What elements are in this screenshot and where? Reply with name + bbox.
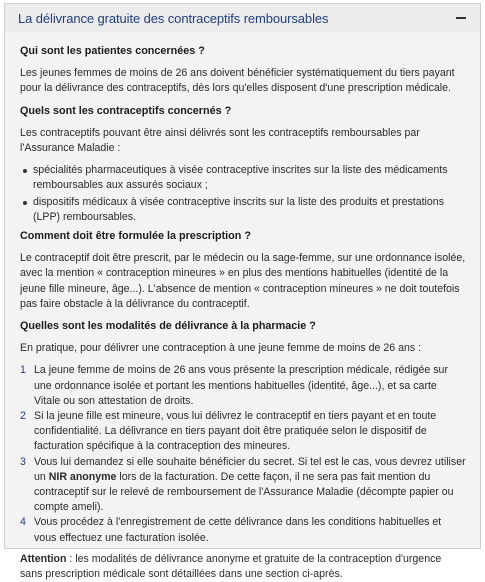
answer-prescription: Le contraceptif doit être prescrit, par le médecin ou la sage-femme, sur une ordonnance isolée, avec la mention « contraception mineures » en plus des mentions habituelles (identité de la jeune fille mineure, âge...). L'absence de mention « contraception mineures » ne doit toutefois pas faire obstacle à la délivrance du contraceptif. (20, 252, 466, 310)
step-text-part: Vous lui demandez si elle souhaite bénéficier du secret. Si tel est le cas, vous devrez utiliser un (34, 455, 466, 483)
accordion-panel (4, 3, 481, 581)
answer-contraceptifs: Les contraceptifs pouvant être ainsi délivrés sont les contraceptifs remboursables par l'Assurance Maladie : (20, 126, 420, 155)
accordion-header[interactable] (5, 4, 480, 32)
accordion-content (5, 32, 480, 582)
modalites-intro: En pratique, pour délivrer une contraception à une jeune femme de moins de 26 ans : (20, 342, 422, 355)
step-text: La jeune femme de moins de 26 ans vous présente la prescription médicale, rédigée sur une ordonnance isolée et portant les mentions habituelles (identité, âge...), et sa carte Vitale ou son attestation de droits. (34, 364, 448, 407)
question-modalites: Quelles sont les modalités de délivrance à la pharmacie ? (20, 320, 316, 333)
step-text: Vous procédez à l'enregistrement de cette délivrance dans les conditions habituelles et vous effectuez une facturation isolée. (34, 516, 442, 544)
steps-list (20, 363, 466, 545)
step-item (20, 515, 466, 545)
step-item (20, 455, 466, 516)
minus-icon[interactable] (454, 11, 468, 25)
list-item: dispositifs médicaux à visée contraceptive inscrits sur la liste des produits et prestations (LPP) remboursables. (20, 195, 466, 225)
attention-text: : les modalités de délivrance anonyme et gratuite de la contraception d'urgence sans prescription médicale sont détaillées dans une section ci-après. (20, 552, 442, 581)
step-text: Si la jeune fille est mineure, vous lui délivrez le contraceptif en tiers payant et en toute confidentialité. La délivrance en tiers payant doit être pratiquée selon le dispositif de facturation spécifique à la contraception des mineures. (34, 410, 437, 453)
attention-label: Attention (20, 552, 67, 565)
step-number: 4 (20, 516, 26, 529)
question-patients: Qui sont les patientes concernées ? (20, 45, 205, 57)
accordion-title[interactable]: La délivrance gratuite des contraceptifs remboursables (18, 10, 329, 26)
bullet-list (20, 163, 466, 225)
step-item (20, 363, 466, 409)
step-text-part: lors de la facturation. De cette façon, il ne sera pas fait mention du contraceptif sur le relevé de remboursement de l'Assurance Maladie (décompte papier ou compte ameli). (34, 470, 454, 514)
question-contraceptifs: Quels sont les contraceptifs concernés ? (20, 104, 232, 117)
nir-anonyme-emphasis: NIR anonyme (48, 470, 117, 483)
step-text (34, 455, 466, 516)
step-number: 2 (20, 410, 26, 423)
step-number: 3 (20, 455, 26, 468)
answer-patients: Les jeunes femmes de moins de 26 ans doivent bénéficier systématiquement du tiers payant pour la délivrance des contraceptifs, dès lors qu'elles disposent d'une prescription médicale. (20, 67, 455, 95)
list-item: spécialités pharmaceutiques à visée contraceptive inscrites sur la liste des médicaments remboursables aux assurés sociaux ; (20, 163, 466, 193)
question-prescription: Comment doit être formulée la prescription ? (20, 230, 251, 243)
step-item (20, 409, 466, 455)
step-number: 1 (20, 364, 26, 377)
attention-note (20, 552, 466, 582)
